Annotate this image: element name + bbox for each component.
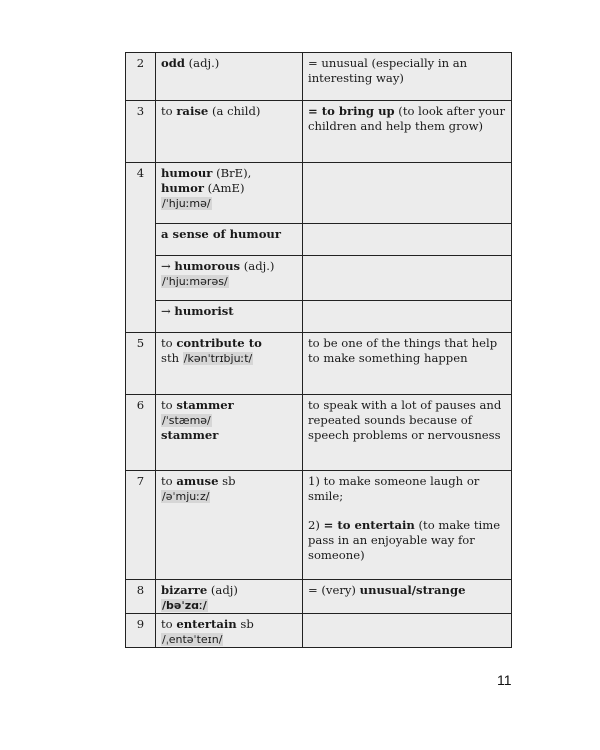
term-note-alt: (AmE)	[203, 181, 245, 195]
table-row	[126, 53, 512, 101]
term-object: sb	[218, 474, 236, 488]
definition-prefix: = (very)	[308, 583, 360, 597]
definition-sense-1: 1) to make someone laugh or smile;	[308, 474, 480, 503]
table-row	[126, 333, 512, 395]
table-row	[126, 256, 512, 301]
definition-cell: to be one of the things that help to make something happen	[303, 333, 512, 395]
phonetic-transcription: /bəˈzɑː/	[162, 599, 207, 612]
row-number: 3	[126, 101, 156, 163]
term-pos: (adj.)	[184, 56, 220, 70]
definition-cell	[303, 301, 512, 333]
derivation-arrow: →	[161, 304, 175, 318]
term-object: sb	[236, 617, 254, 631]
term-word-alt: humor	[161, 181, 204, 195]
term-prefix: to	[161, 104, 177, 118]
table-row	[126, 614, 512, 648]
term-word: odd	[161, 56, 185, 70]
term-cell	[156, 301, 303, 333]
definition-sense-2: (to make time pass in an enjoyable way for someone)	[308, 518, 501, 562]
phonetic-transcription: /ˈhjuːmərəs/	[162, 275, 228, 288]
phonetic-transcription: /kənˈtrɪbjuːt/	[183, 352, 253, 365]
table-row	[126, 163, 512, 224]
definition-cell	[303, 163, 512, 224]
row-number: 7	[126, 471, 156, 580]
table-row	[126, 395, 512, 471]
definition-synonym: unusual/strange	[359, 583, 466, 597]
term-word: bizarre	[161, 583, 208, 597]
term-prefix: to	[161, 474, 177, 488]
table-row	[126, 471, 512, 580]
term-phrase: a sense of humour	[161, 227, 281, 241]
term-cell	[156, 580, 303, 614]
term-word: humorist	[174, 304, 234, 318]
term-cell	[156, 333, 303, 395]
term-cell	[156, 101, 303, 163]
term-prefix: to	[161, 398, 177, 412]
phonetic-transcription: /ˈhjuːmə/	[162, 197, 211, 210]
row-number: 8	[126, 580, 156, 614]
row-number: 2	[126, 53, 156, 101]
term-word: raise	[176, 104, 209, 118]
definition-cell: = unusual (especially in an interesting way)	[303, 53, 512, 101]
term-word: humour	[161, 166, 213, 180]
definition-cell	[303, 224, 512, 256]
definition-cell: to speak with a lot of pauses and repeated sounds because of speech problems or nervousness	[303, 395, 512, 471]
page-number: 11	[497, 672, 512, 688]
table-row	[126, 301, 512, 333]
table-row	[126, 224, 512, 256]
term-word: contribute to	[176, 336, 262, 350]
term-cell	[156, 256, 303, 301]
table-row	[126, 580, 512, 614]
term-cell	[156, 224, 303, 256]
definition-cell	[303, 256, 512, 301]
term-noun: stammer	[161, 428, 219, 442]
definition-synonym: = to entertain	[323, 518, 415, 532]
definition-cell	[303, 614, 512, 648]
row-number: 6	[126, 395, 156, 471]
term-cell	[156, 471, 303, 580]
term-pos: (adj)	[207, 583, 238, 597]
term-word: entertain	[176, 617, 237, 631]
definition-text: (to look after your children and help them grow)	[308, 104, 506, 133]
row-number: 4	[126, 163, 156, 333]
term-prefix: to	[161, 336, 177, 350]
definition-cell	[303, 471, 512, 580]
row-number: 9	[126, 614, 156, 648]
definition-cell	[303, 580, 512, 614]
term-prefix: to	[161, 617, 177, 631]
term-word: humorous	[174, 259, 241, 273]
row-number: 5	[126, 333, 156, 395]
table-row	[126, 101, 512, 163]
phonetic-transcription: /ˈstæmə/	[162, 414, 211, 427]
derivation-arrow: →	[161, 259, 175, 273]
term-word: amuse	[176, 474, 219, 488]
term-note: (BrE),	[212, 166, 252, 180]
term-cell	[156, 395, 303, 471]
term-cell	[156, 614, 303, 648]
term-word: stammer	[176, 398, 234, 412]
term-cell	[156, 163, 303, 224]
definition-sense-2-number: 2)	[308, 518, 324, 532]
phonetic-transcription: /ˌentəˈteɪn/	[162, 633, 223, 646]
term-cell	[156, 53, 303, 101]
term-object: sth	[161, 351, 183, 365]
definition-cell	[303, 101, 512, 163]
term-note: (a child)	[208, 104, 261, 118]
vocabulary-table	[125, 52, 512, 648]
phonetic-transcription: /əˈmjuːz/	[162, 490, 210, 503]
term-pos: (adj.)	[240, 259, 275, 273]
definition-synonym: = to bring up	[308, 104, 395, 118]
